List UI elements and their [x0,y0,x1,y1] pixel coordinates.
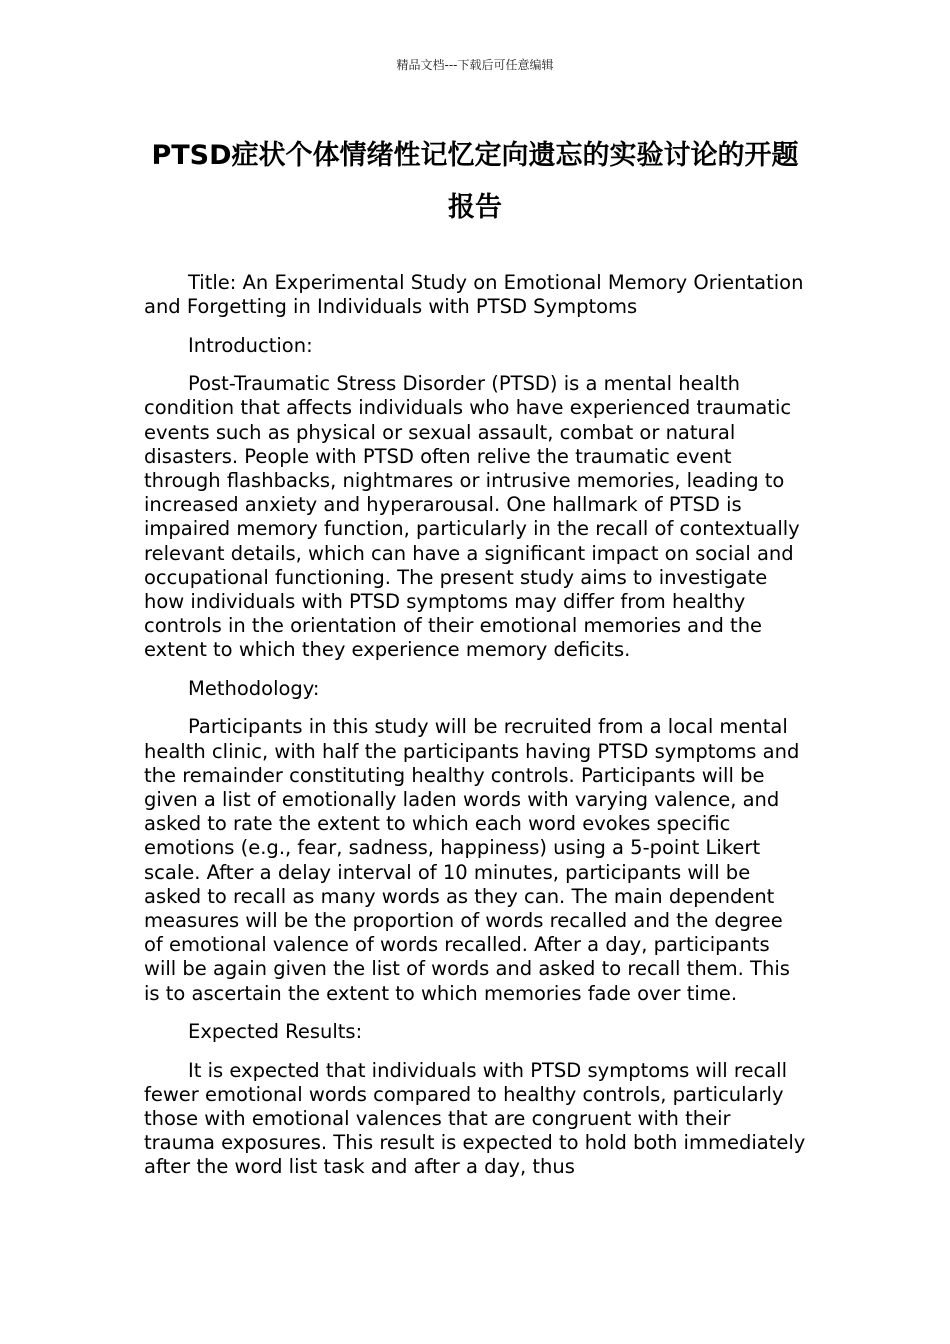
introduction-heading: Introduction: [188,333,313,357]
header-watermark: 精品文档---下载后可任意编辑 [396,58,554,72]
expected-results-paragraph: It is expected that individuals with PTSD symptoms will recall fewer emotional words compared to healthy controls, particularly those with emotional valences that are congruent with their trauma exposures. This result is expected to hold both immediately after the word list task and after a day, thus [144,1058,806,1179]
expected-results-heading: Expected Results: [188,1020,363,1044]
introduction-paragraph: Post-Traumatic Stress Disorder (PTSD) is a mental health condition that affects individuals who have experienced traumatic events such as physical or sexual assault, combat or natural disasters. People with PTSD often relive the traumatic event through flashbacks, nightmares or intrusive memories, leading to increased anxiety and hyperarousal. One hallmark of PTSD is impaired memory function, particularly in the recall of contextually relevant details, which can have a significant impact on social and occupational functioning. The present study aims to investigate how individuals with PTSD symptoms may differ from healthy controls in the orientation of their emotional memories and the extent to which they experience memory deficits. [144,372,800,662]
methodology-heading: Methodology: [188,676,320,700]
document-body [144,271,806,1194]
methodology-paragraph: Participants in this study will be recruited from a local mental health clinic, with half the participants having PTSD symptoms and the remainder constituting healthy controls. Participants will be given a list of emotionally laden words with varying valence, and asked to rate the extent to which each word evokes specific emotions (e.g., fear, sadness, happiness) using a 5-point Likert scale. After a delay interval of 10 minutes, participants will be asked to recall as many words as they can. The main dependent measures will be the proportion of words recalled and the degree of emotional valence of words recalled. After a day, participants will be again given the list of words and asked to recall them. This is to ascertain the extent to which memories fade over time. [144,715,800,1005]
title-paragraph: Title: An Experimental Study on Emotional Memory Orientation and Forgetting in Individuals with PTSD Symptoms [144,271,804,319]
document-title: PTSD症状个体情绪性记忆定向遗忘的实验讨论的开题报告 [151,140,799,223]
